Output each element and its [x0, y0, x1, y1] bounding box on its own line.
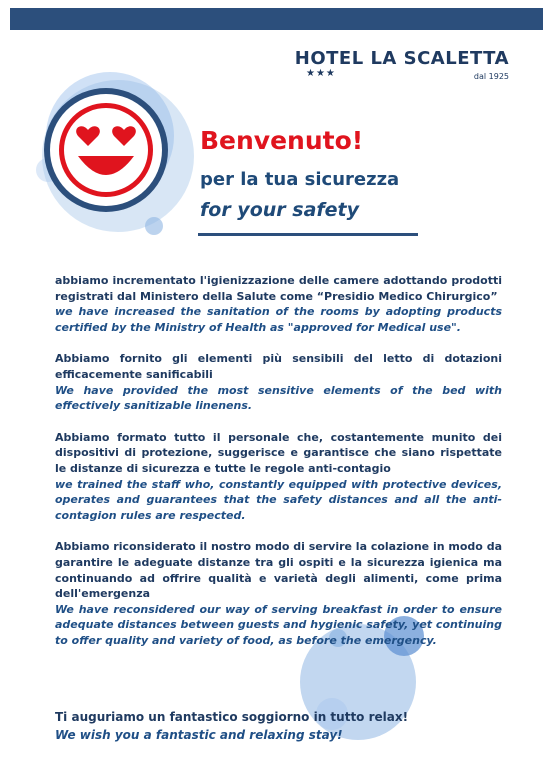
hotel-stars: ★★★: [306, 68, 336, 79]
established-year: dal 1925: [473, 72, 509, 81]
welcome-heading: Benvenuto!: [200, 126, 364, 155]
heading-divider: [198, 233, 418, 236]
smiley-heart-eyes-icon: [18, 58, 194, 238]
measures-list: [55, 273, 502, 664]
tagline-english: for your safety: [200, 199, 360, 221]
closing-english: We wish you a fantastic and relaxing stay!: [55, 728, 343, 742]
top-banner-bar: [10, 8, 543, 30]
measure-text-italian: Abbiamo formato tutto il personale che, costantemente munito dei dispositivi di protezione, suggerisce e garantisce che siano rispettate le distanze di sicurezza e tutte le regole anti-contagio: [55, 430, 502, 475]
measure-breakfast-service: [55, 539, 502, 648]
closing-message: [55, 708, 502, 744]
measure-text-italian: abbiamo incrementato l'igienizzazione delle camere adottando prodotti registrati dal Ministero della Salute come “Presidio Medico Chirurgico”: [55, 274, 502, 303]
measure-text-italian: Abbiamo riconsiderato il nostro modo di servire la colazione in modo da garantire le adeguate distanze tra gli ospiti e la sicurezza igienica ma continuando ad offrire qualità e varietà degli alimenti, come prima dell'emergenza: [55, 540, 502, 601]
measure-text-english: we trained the staff who, constantly equipped with protective devices, operates and guarantees that the safety distances and all the anti-contagion rules are respected.: [55, 477, 502, 522]
tagline-italian: per la tua sicurezza: [200, 169, 400, 190]
measure-text-english: we have increased the sanitation of the rooms by adopting products certified by the Ministry of Health as "approved for Medical use".: [55, 305, 502, 334]
measure-room-sanitation: [55, 273, 502, 335]
closing-italian: Ti auguriamo un fantastico soggiorno in tutto relax!: [55, 710, 409, 724]
measure-text-italian: Abbiamo fornito gli elementi più sensibili del letto di dotazioni efficacemente sanificabili: [55, 352, 502, 381]
measure-text-english: We have provided the most sensitive elements of the bed with effectively sanitizable linenens.: [55, 383, 502, 413]
measure-bed-linen: [55, 351, 502, 413]
measure-text-english: We have reconsidered our way of serving breakfast in order to ensure adequate distances between guests and hygienic safety, yet continuing to offer quality and variety of food, as before the emergency.: [55, 602, 502, 647]
measure-staff-training: [55, 430, 502, 524]
hotel-name: HOTEL LA SCALETTA: [294, 48, 509, 69]
